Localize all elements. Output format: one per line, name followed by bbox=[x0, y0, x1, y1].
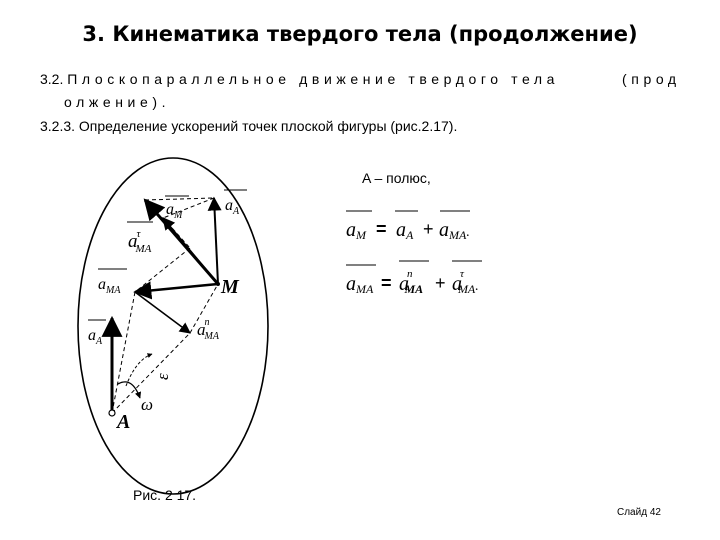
label-omega: ω bbox=[141, 395, 154, 414]
svg-text:aA: aA bbox=[396, 219, 414, 242]
equation-1 bbox=[346, 211, 470, 242]
svg-text:=: = bbox=[376, 219, 387, 239]
label-aA-left: $a_A$ bbox=[88, 327, 103, 347]
svg-text:anMA: an MA bbox=[399, 268, 424, 296]
label-aMA-n: an MA bbox=[197, 317, 219, 342]
slide-number: Слайд 42 bbox=[617, 507, 661, 518]
label-aA: $a_A$ bbox=[225, 197, 240, 217]
epsilon-arc bbox=[126, 354, 152, 386]
dashed-line-7 bbox=[112, 292, 135, 413]
section-heading: Плоскопараллельное движение твердого тела bbox=[67, 71, 560, 87]
point-M bbox=[216, 282, 220, 286]
text-line-3: 3.2.3. Определение ускорений точек плоской фигуры (рис.2.17). bbox=[40, 118, 458, 134]
figure-caption: Рис. 2 17. bbox=[133, 487, 197, 503]
vector-aMA-tau bbox=[163, 218, 218, 284]
vector-aMA bbox=[135, 284, 218, 292]
point-A bbox=[109, 410, 115, 416]
label-A: A bbox=[117, 411, 131, 433]
slide-title: 3. Кинематика твердого тела (продолжение) bbox=[82, 22, 638, 46]
svg-text:+: + bbox=[423, 219, 434, 239]
text-line-2: олжение). bbox=[64, 94, 171, 110]
label-epsilon: ε bbox=[153, 373, 172, 380]
label-aMA: $a_{MA}$ bbox=[98, 276, 121, 296]
svg-text:aMA.: aMA. bbox=[439, 219, 470, 242]
svg-text:aMA: aMA bbox=[346, 273, 374, 296]
svg-text:aM: aM bbox=[346, 219, 366, 242]
svg-text:aτMA.: aτ MA. bbox=[452, 268, 479, 296]
svg-text:+: + bbox=[435, 273, 446, 293]
vector-aMA-n bbox=[135, 292, 190, 333]
label-aMA-tau: aτ MA bbox=[128, 228, 152, 255]
equation-2 bbox=[346, 261, 482, 296]
label-aM: $a_M$ bbox=[166, 201, 183, 221]
section-number: 3.2. bbox=[40, 71, 64, 87]
vector-aA-at-M bbox=[214, 198, 218, 284]
dashed-line-1 bbox=[145, 198, 214, 200]
pole-note: A – полюс, bbox=[362, 170, 431, 186]
section-heading-tail: (прод bbox=[622, 71, 681, 87]
svg-text:=: = bbox=[381, 273, 392, 293]
label-M: M bbox=[221, 276, 239, 298]
